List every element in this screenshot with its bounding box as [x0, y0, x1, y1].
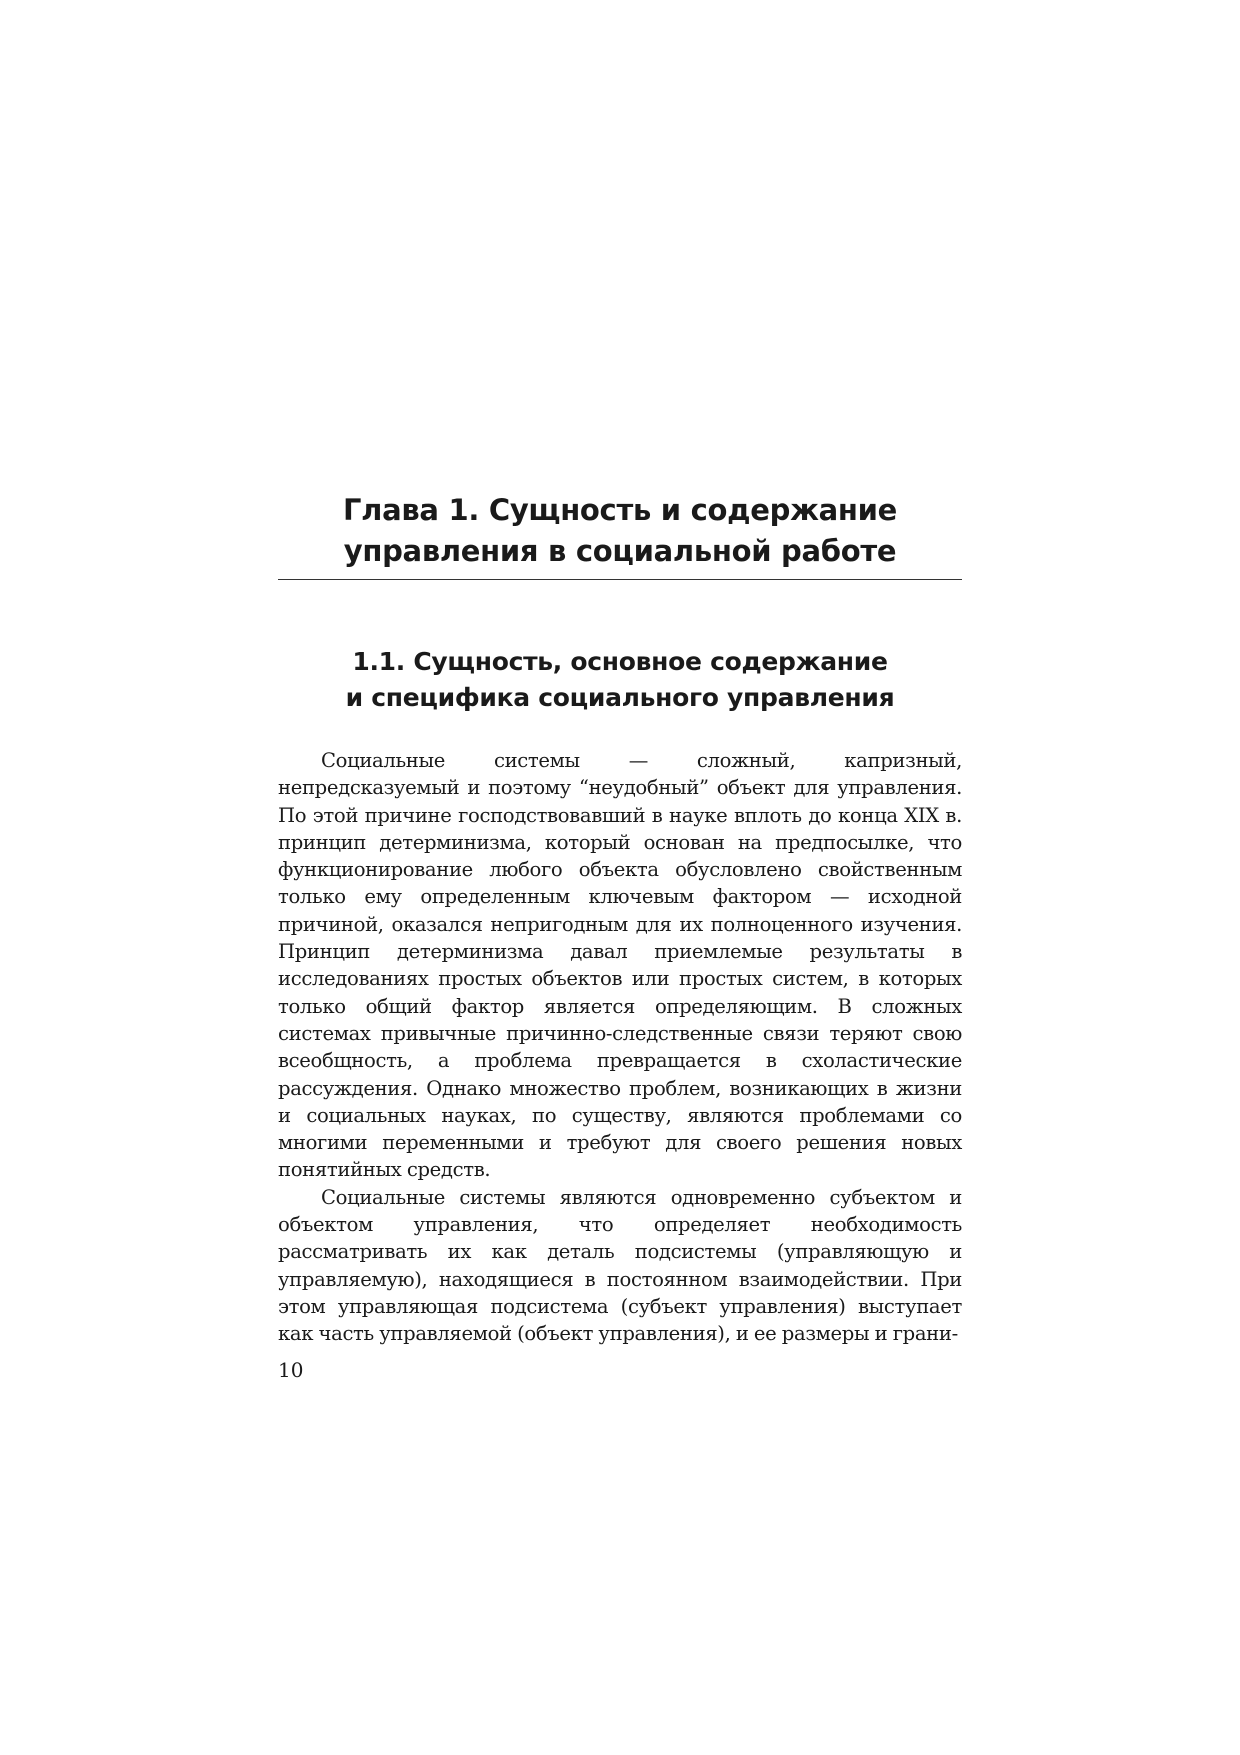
page-content — [278, 490, 962, 1348]
section-title — [278, 644, 962, 716]
chapter-title-line-1: Глава 1. Сущность и содержание — [342, 493, 898, 527]
chapter-title-line-2: управления в социальной работе — [343, 534, 897, 568]
paragraph-2: Социальные системы являются одновременно субъектом и объектом управления, что определяет необходимость рассматривать их как деталь подсистемы (управляющую и управляемую), находящиеся в постоянном взаимодействии. При этом управляющая подсистема (субъект управления) выступает как часть управляемой (объект управления), и ее размеры и грани- — [278, 1185, 962, 1346]
chapter-title — [278, 490, 962, 580]
page-number: 10 — [278, 1358, 304, 1382]
section-title-line-1: 1.1. Сущность, основное содержание — [352, 647, 888, 676]
paragraph-1: Социальные системы — сложный, капризный, непредсказуемый и поэтому “неудобный” объект для управления. По этой причине господствовавший в науке вплоть до конца XIX в. принцип детерминизма, который основан на предпосылке, что функционирование любого объекта обусловлено свойственным только ему определенным ключевым фактором — исходной причиной, оказался непригодным для их полноценного изучения. Принцип детерминизма давал приемлемые результаты в исследованиях простых объектов или простых систем, в которых только общий фактор является определяющим. В сложных системах привычные причинно-следственные связи теряют свою всеобщность, а проблема превращается в схоластические рассуждения. Однако множество проблем, возникающих в жизни и социальных науках, по существу, являются проблемами со многими переменными и требуют для своего решения новых понятийных средств. — [278, 749, 962, 1182]
section-title-line-2: и специфика социального управления — [345, 683, 895, 712]
